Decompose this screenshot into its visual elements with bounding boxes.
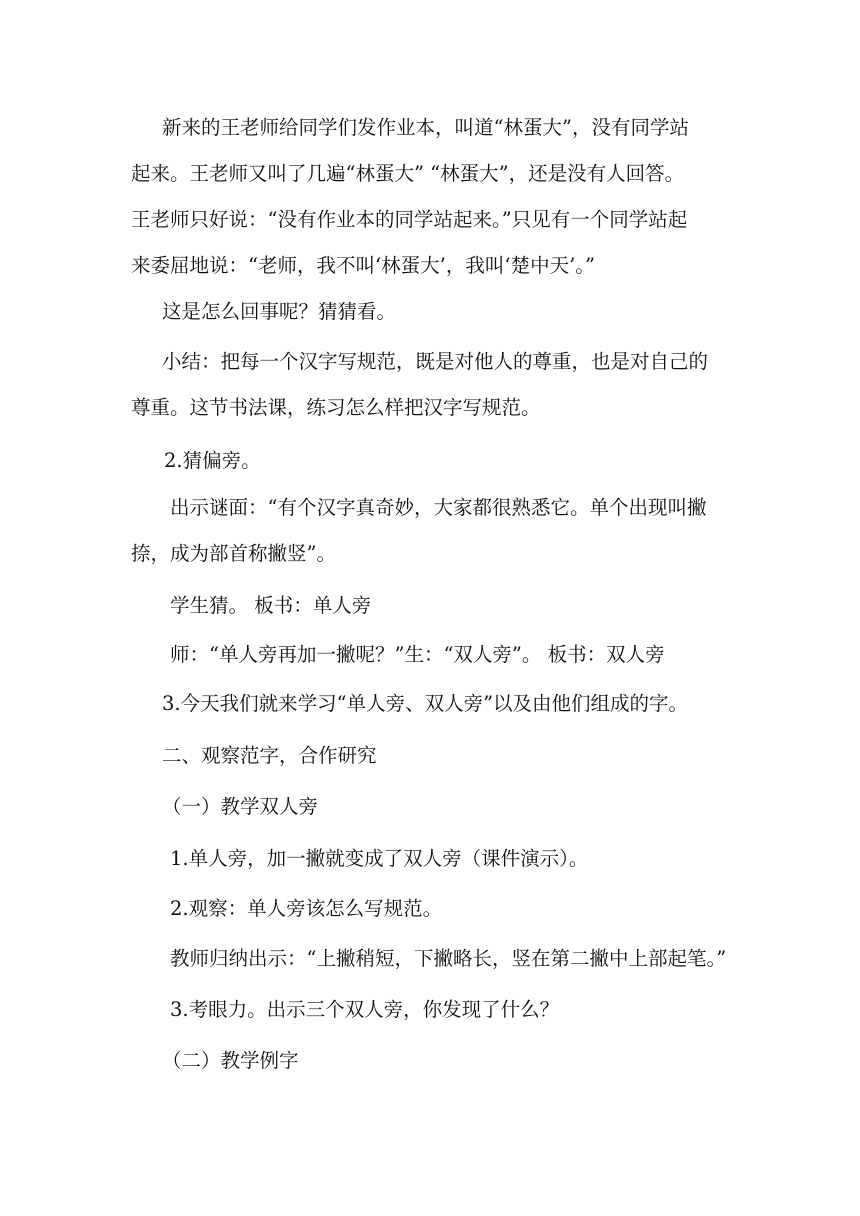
riddle-line-1: 出示谜面：“有个汉字真奇妙，大家都很熟悉它。单个出现叫撇 xyxy=(170,496,707,519)
summary-line-2: 尊重。这节书法课，练习怎么样把汉字写规范。 xyxy=(131,396,541,419)
step2-heading: 2.猜偏旁。 xyxy=(164,449,261,472)
question-line: 这是怎么回事呢？猜猜看。 xyxy=(162,300,397,323)
sub2-heading: （二）教学例字 xyxy=(162,1049,299,1072)
item2-line: 2.观察：单人旁该怎么写规范。 xyxy=(170,897,443,920)
story-line-1: 新来的王老师给同学们发作业本，叫道“林蛋大”，没有同学站 xyxy=(162,116,689,139)
story-line-3: 王老师只好说：“没有作业本的同学站起来。”只见有一个同学站起 xyxy=(131,208,688,231)
section2-heading: 二、观察范字，合作研究 xyxy=(162,744,377,767)
sub1-heading: （一）教学双人旁 xyxy=(162,795,319,818)
summary-line-1: 小结：把每一个汉字写规范，既是对他人的尊重，也是对自己的 xyxy=(162,350,709,373)
teacher-summary-line: 教师归纳出示：“上撇稍短，下撇略长，竖在第二撇中上部起笔。” xyxy=(170,947,727,970)
step3-line: 3.今天我们就来学习“单人旁、双人旁”以及由他们组成的字。 xyxy=(162,692,689,715)
story-line-2: 起来。王老师又叫了几遍“林蛋大” “林蛋大”，还是没有人回答。 xyxy=(131,162,685,185)
item1-line: 1.单人旁，加一撇就变成了双人旁（课件演示）。 xyxy=(170,847,589,870)
student-guess-line: 学生猜。 板书：单人旁 xyxy=(170,594,372,617)
teacher-question-line: 师：“单人旁再加一撇呢？”生：“双人旁”。 板书：双人旁 xyxy=(170,643,665,666)
riddle-line-2: 捺，成为部首称撇竖”。 xyxy=(131,542,336,565)
item3-line: 3.考眼力。出示三个双人旁，你发现了什么？ xyxy=(170,998,560,1021)
story-line-4: 来委屈地说：“老师，我不叫‘林蛋大’，我叫‘楚中天’。” xyxy=(131,254,595,277)
